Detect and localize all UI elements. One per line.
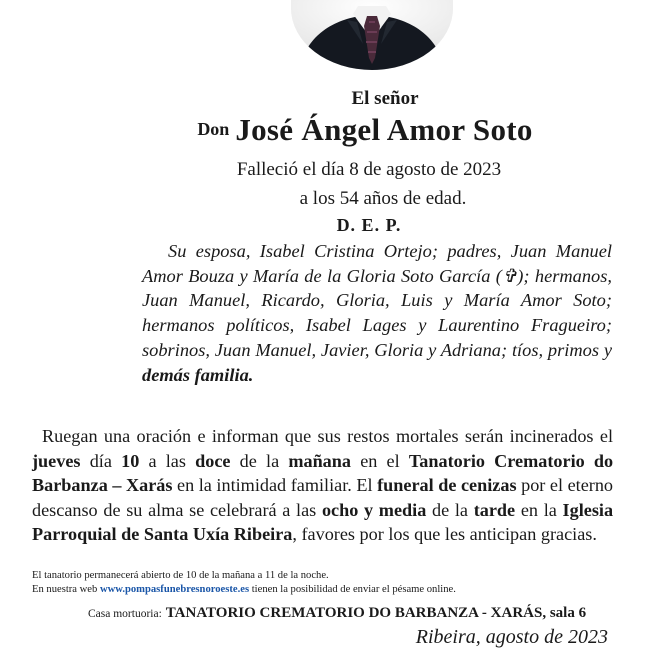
service-text: en el (360, 450, 400, 471)
deceased-photo (291, 0, 453, 70)
funeral-home-value: TANATORIO CREMATORIO DO BARBANZA - XARÁS, sala 6 (165, 605, 587, 621)
funeral-type: funeral de cenizas (377, 475, 517, 496)
funeral-home-label: Casa mortuoria: (88, 608, 162, 620)
web-note-prefix: En nuestra web (32, 584, 98, 595)
service-text: , favores por los que les anticipan gracias. (292, 524, 597, 545)
service-text: en la intimidad familiar. El (177, 475, 373, 496)
family-text-after: ); hermanos, Juan Manuel, Ricardo, Gloria, Luis y María Amor Soto; hermanos políticos, Isabel Lages y Laurentino Fragueiro; sobrinos, Juan Manuel, Javier, Gloria y Adriana; tíos, primos y (142, 265, 613, 360)
service-paragraph (32, 424, 613, 547)
service-text: de la (239, 450, 280, 471)
crematorium-name: Tanatorio Crematorio do Barbanza – Xarás (32, 450, 614, 496)
service-text: a las (148, 450, 186, 471)
intro-text: El señor (351, 88, 419, 109)
deceased-name-line (40, 112, 650, 148)
web-note-suffix: tienen la posibilidad de enviar el pésame online. (251, 584, 456, 595)
family-text-before: Su esposa, Isabel Cristina Ortejo; padres, Juan Manuel Amor Bouza y María de la Gloria Soto García ( (142, 241, 612, 286)
service-text: día (89, 450, 112, 471)
service-text: en la (520, 499, 557, 520)
service-text: Ruegan una oración e informan que sus restos mortales serán incinerados el (42, 426, 613, 446)
funeral-period: tarde (473, 499, 516, 520)
family-paragraph (142, 239, 612, 387)
place-date: Ribeira, agosto de 2023 (415, 626, 608, 648)
service-text: por el eterno descanso de su alma se celebrará a las (32, 475, 614, 520)
funeral-home-line (88, 604, 586, 622)
service-date: 10 (121, 450, 140, 471)
deceased-name: José Ángel Amor Soto (235, 112, 533, 147)
web-note (32, 584, 456, 595)
family-closing: demás familia. (142, 364, 254, 385)
church-name: Iglesia Parroquial de Santa Uxía Ribeira (32, 499, 614, 545)
service-period: mañana (288, 450, 351, 471)
website-link[interactable]: www.pompasfunebresnoroeste.es (99, 584, 250, 595)
service-day: jueves (32, 450, 81, 471)
cross-icon: ✞ (501, 265, 518, 286)
death-date: Falleció el día 8 de agosto de 2023 (236, 159, 502, 180)
funeral-hour: ocho y media (321, 499, 427, 520)
honorific: Don (197, 119, 230, 139)
service-hour: doce (195, 450, 231, 471)
service-text: de la (432, 499, 468, 520)
rip-text: D. E. P. (336, 215, 402, 235)
age-text: a los 54 años de edad. (299, 188, 467, 209)
opening-hours-note: El tanatorio permanecerá abierto de 10 de la mañana a 11 de la noche. (32, 570, 329, 581)
